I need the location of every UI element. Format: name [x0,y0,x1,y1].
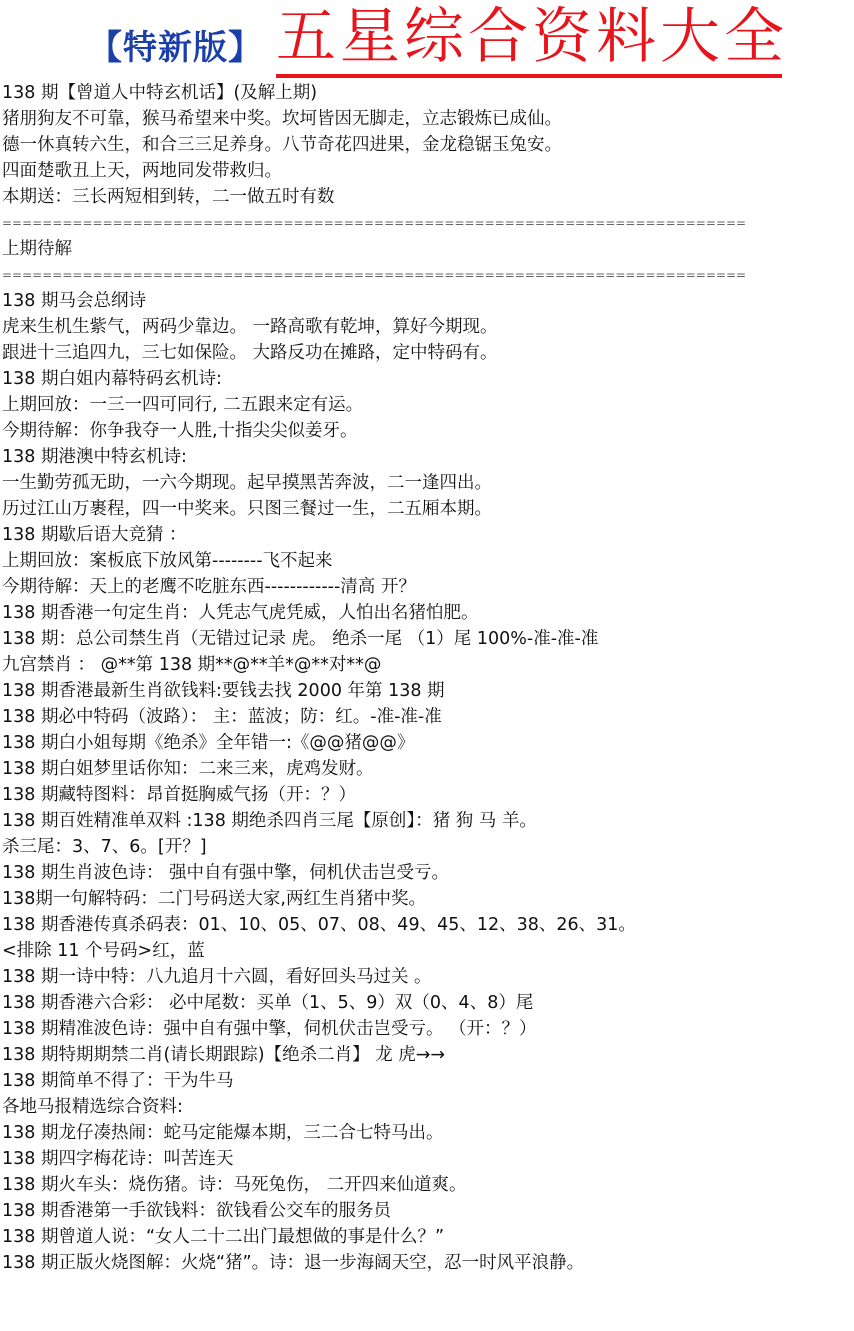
text-line: 138 期正版火烧图解：火烧“猪”。诗：退一步海阔天空，忍一时风平浪静。 [2,1253,585,1273]
title-underline [276,74,782,78]
text-line: 138期一句解特码：二门号码送大家,两红生肖猪中奖。 [2,889,426,909]
text-line: 138 期【曾道人中特玄机话】(及解上期) [2,83,318,103]
text-line: 138 期龙仔凑热闹：蛇马定能爆本期，三二合七特马出。 [2,1123,444,1143]
text-line: 138 期香港传真杀码表：01、10、05、07、08、49、45、12、38、26、31。 [2,915,636,935]
separator-line: ========================================================================== [2,268,747,282]
text-line: 138 期白姐梦里话你知：二来三来，虎鸡发财。 [2,759,374,779]
text-line: 本期送：三长两短相到转，二一做五时有数 [2,187,335,207]
text-line: 一生勤劳孤无助，一六今期现。起早摸黑苦奔波，二一逢四出。 [2,473,492,493]
section-heading: 上期待解 [2,239,72,259]
header [0,0,854,80]
text-line: 138 期曾道人说：“女人二十二出门最想做的事是什么？” [2,1227,445,1247]
text-line: 138 期生肖波色诗： 强中自有强中擎，伺机伏击岂受亏。 [2,863,450,883]
text-line: 138 期简单不得了：干为牛马 [2,1071,234,1091]
text-line: 138 期特期期禁二肖(请长期跟踪)【绝杀二肖】 龙 虎→→ [2,1045,446,1065]
text-line: 138 期白小姐每期《绝杀》全年错一:《@@猪@@》 [2,733,415,753]
text-line: 138 期藏特图料：昂首挺胸威气扬（开：？） [2,785,356,805]
text-line: 138 期一诗中特：八九追月十六圆，看好回头马过关 。 [2,967,432,987]
text-line: 138 期马会总纲诗 [2,291,146,311]
text-line: 138 期香港一句定生肖：人凭志气虎凭威，人怕出名猪怕肥。 [2,603,479,623]
text-line: 138 期香港第一手欲钱料：欲钱看公交车的服务员 [2,1201,391,1221]
text-line: 138 期四字梅花诗：叫苦连天 [2,1149,234,1169]
document-body [2,80,852,1276]
text-line: 猪朋狗友不可靠，猴马希望来中奖。坎坷皆因无脚走，立志锻炼已成仙。 [2,109,562,129]
text-line: 上期回放：案板底下放风第--------飞不起来 [2,551,333,571]
text-line: 138 期香港六合彩： 必中尾数：买单（1、5、9）双（0、4、8）尾 [2,993,534,1013]
page-title: 五星综合资料大全 [276,2,788,72]
text-line: 138 期歇后语大竞猜 ： [2,525,187,545]
text-line: 138 期必中特码（波路）： 主：蓝波；防：红。-准-准-准 [2,707,442,727]
separator-line: ========================================================================== [2,216,747,230]
text-line: 历过江山万裹程，四一中奖来。只图三餐过一生，二五厢本期。 [2,499,492,519]
text-line: 138 期精准波色诗：强中自有强中擎，伺机伏击岂受亏。 （开：？） [2,1019,537,1039]
text-line: 138 期：总公司禁生肖（无错过记录 虎。 绝杀一尾 （1）尾 100%-准-准-准 [2,629,599,649]
edition-label: 【特新版】 [88,28,263,68]
text-line: 138 期白姐内幕特码玄机诗: [2,369,222,389]
text-line: 138 期火车头：烧伤猪。诗：马死兔伤， 二开四来仙道爽。 [2,1175,467,1195]
text-line: 杀三尾：3、7、6。[开？] [2,837,207,857]
text-line: 138 期百姓精准单双料 :138 期绝杀四肖三尾【原创】：猪 狗 马 羊。 [2,811,537,831]
text-line: 九宫禁肖 ： @**第 138 期**@**羊*@**对**@ [2,655,382,675]
text-line: 四面楚歌丑上天，两地同发带救归。 [2,161,282,181]
text-line: 138 期香港最新生肖欲钱料:要钱去找 2000 年第 138 期 [2,681,445,701]
text-line: 上期回放：一三一四可同行, 二五跟来定有运。 [2,395,364,415]
text-line: 138 期港澳中特玄机诗: [2,447,187,467]
text-line: 跟进十三追四九，三七如保险。 大路反功在摊路，定中特码有。 [2,343,498,363]
text-line: 德一休真转六生，和合三三足养身。八节奇花四进果，金龙稳锯玉兔安。 [2,135,562,155]
text-line: 今期待解：你争我夺一人胜,十指尖尖似姜牙。 [2,421,358,441]
section-heading: 各地马报精选综合资料: [2,1097,183,1117]
text-line: <排除 11 个号码>红，蓝 [2,941,205,961]
text-line: 今期待解：天上的老鹰不吃脏东西------------清高 开？ [2,577,416,597]
text-line: 虎来生机生紫气，两码少靠边。 一路高歌有乾坤，算好今期现。 [2,317,498,337]
